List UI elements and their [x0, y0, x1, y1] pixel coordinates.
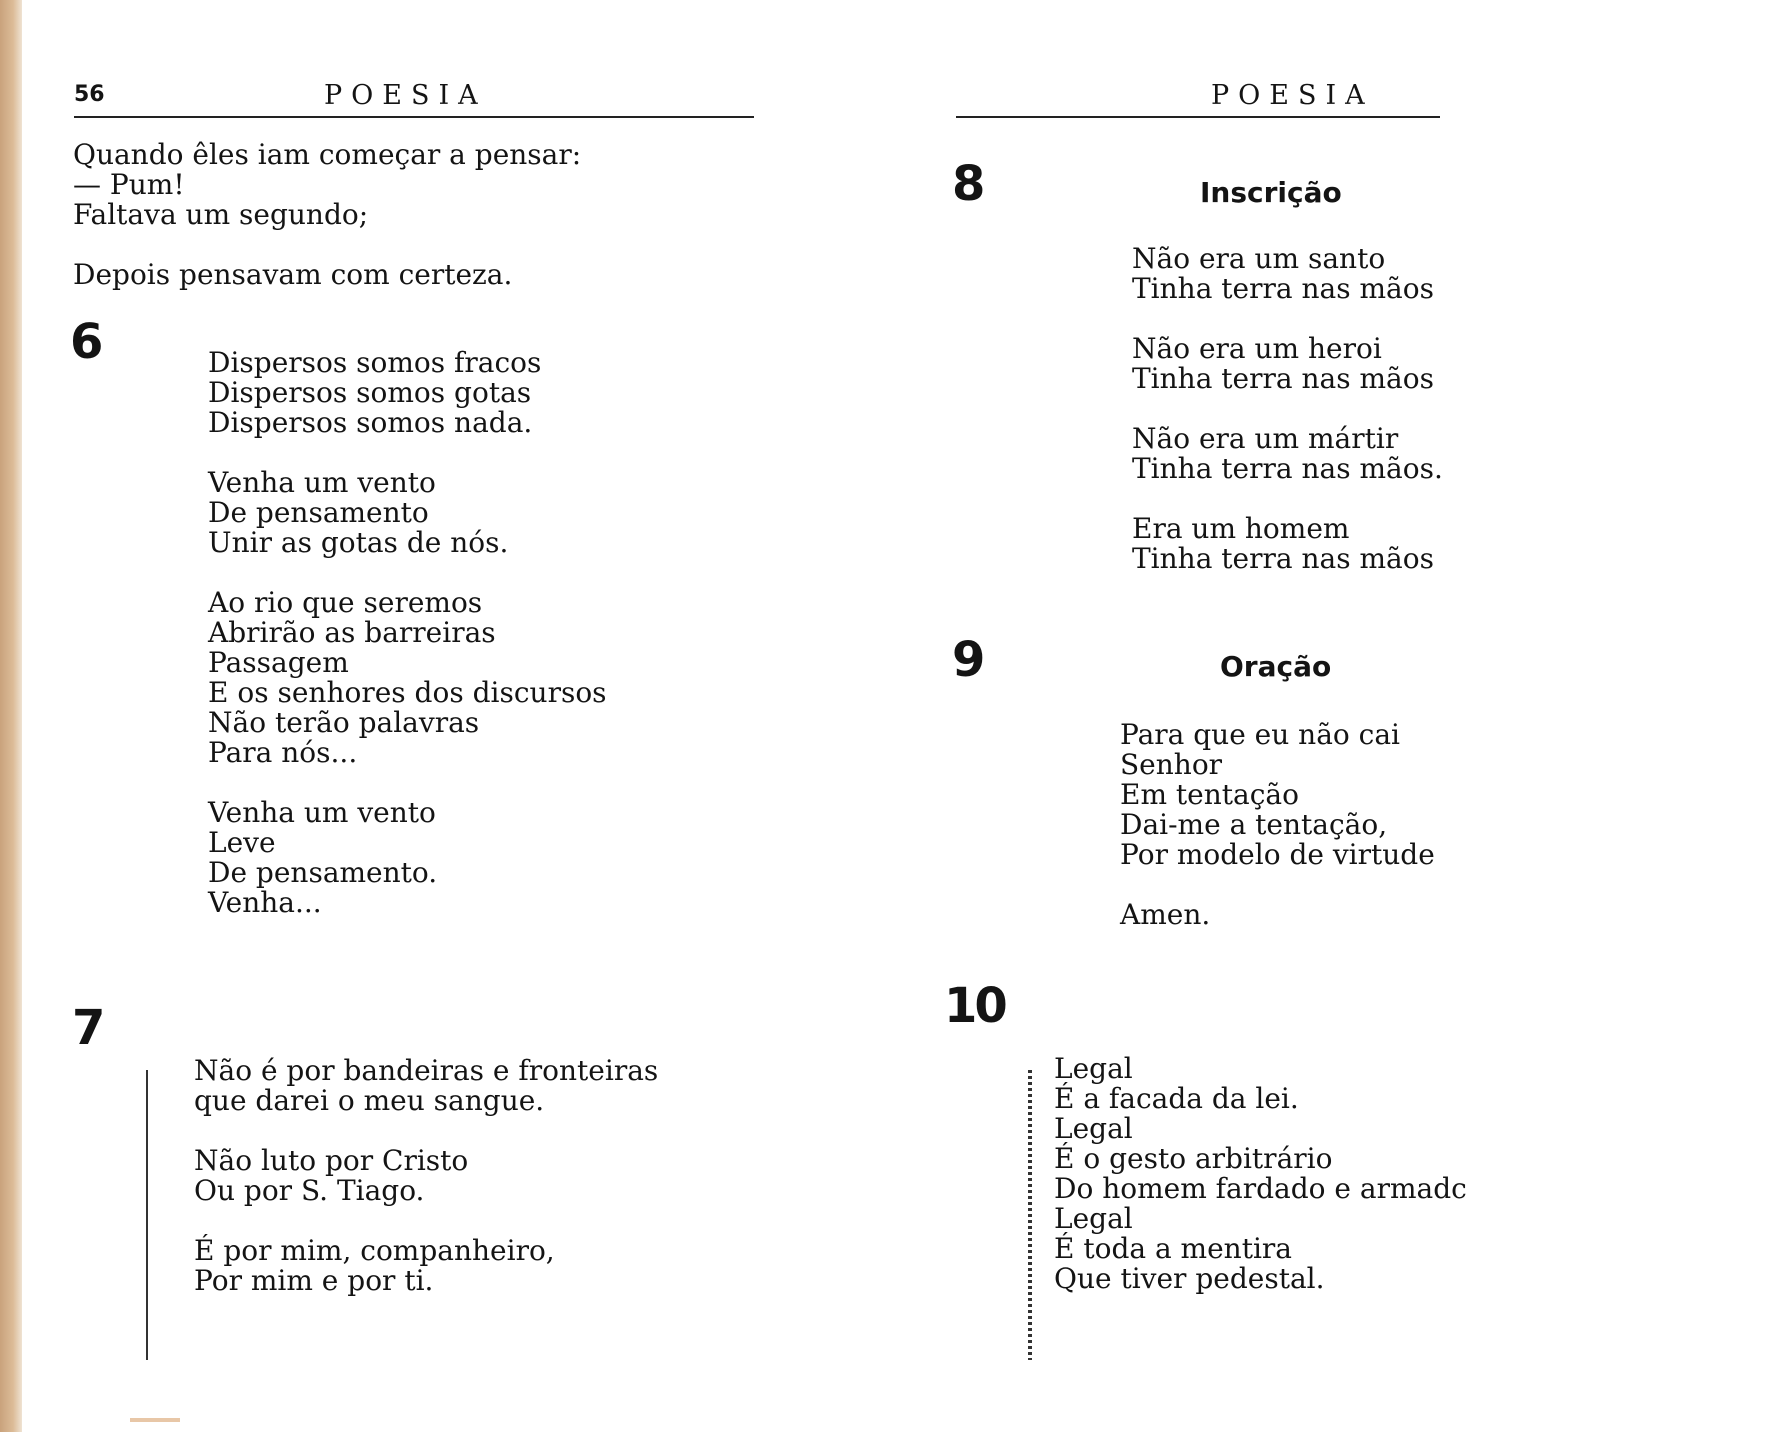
verse-line: Para que eu não cai [1120, 718, 1400, 751]
poem-number: 7 [72, 1000, 103, 1056]
poem-10 [1054, 1054, 1467, 1294]
verse-line: que darei o meu sangue. [194, 1084, 545, 1117]
verse-line: Abrirão as barreiras [208, 616, 496, 649]
verse-line: É o gesto arbitrário [1054, 1142, 1333, 1175]
stanza [194, 1236, 658, 1296]
stanza [73, 260, 581, 290]
stanza [208, 348, 607, 438]
stanza [1132, 424, 1443, 484]
right-page [940, 0, 1467, 1432]
poem-5-ending [73, 140, 581, 290]
verse-line: Não era um mártir [1132, 422, 1399, 455]
verse-line: De pensamento. [208, 856, 438, 889]
verse-line: Venha um vento [208, 796, 436, 829]
verse-line: Por modelo de virtude [1120, 838, 1435, 871]
poem-9 [1120, 720, 1435, 930]
left-page-header [74, 80, 754, 118]
verse-line: Legal [1054, 1052, 1133, 1085]
verse-line: É a facada da lei. [1054, 1082, 1299, 1115]
verse-line: Era um homem [1132, 512, 1350, 545]
stanza [1054, 1054, 1467, 1294]
verse-line: Tinha terra nas mãos [1132, 542, 1434, 575]
verse-line: Em tentação [1120, 778, 1299, 811]
poem-number: 10 [944, 978, 1005, 1034]
verse-line: — Pum! [73, 168, 185, 201]
verse-line: Senhor [1120, 748, 1223, 781]
poem-number: 6 [70, 314, 101, 370]
verse-line: Tinha terra nas mãos [1132, 272, 1434, 305]
verse-line: Dai-me a tentação, [1120, 808, 1388, 841]
verse-line: Faltava um segundo; [73, 198, 369, 231]
verse-line: Depois pensavam com certeza. [73, 258, 513, 291]
stanza [1120, 900, 1435, 930]
poem-title: Inscrição [1200, 176, 1342, 209]
stanza [208, 468, 607, 558]
poem-number: 9 [952, 632, 983, 688]
verse-line: De pensamento [208, 496, 429, 529]
verse-line: Dispersos somos gotas [208, 376, 532, 409]
stanza [194, 1146, 658, 1206]
stanza [1132, 244, 1443, 304]
verse-line: Quando êles iam começar a pensar: [73, 138, 582, 171]
verse-line: Não terão palavras [208, 706, 480, 739]
verse-line: Que tiver pedestal. [1054, 1262, 1325, 1295]
verse-line: Ao rio que seremos [208, 586, 483, 619]
stanza [1120, 720, 1435, 870]
left-page [22, 0, 762, 1432]
stanza [1132, 334, 1443, 394]
stanza [208, 798, 607, 918]
verse-line: Legal [1054, 1202, 1133, 1235]
verse-line: Legal [1054, 1112, 1133, 1145]
poem-8 [1132, 244, 1443, 574]
verse-line: Para nós... [208, 736, 358, 769]
poem-6 [208, 348, 607, 918]
poem-7 [194, 1056, 658, 1296]
stanza [1132, 514, 1443, 574]
verse-line: Leve [208, 826, 276, 859]
verse-line: Por mim e por ti. [194, 1264, 434, 1297]
verse-line: É toda a mentira [1054, 1232, 1292, 1265]
verse-line: Amen. [1120, 898, 1211, 931]
running-title: POESIA [324, 80, 487, 111]
poem-title: Oração [1220, 650, 1332, 683]
margin-bracket-mark [146, 1070, 148, 1360]
verse-line: Não era um heroi [1132, 332, 1382, 365]
verse-line: Venha um vento [208, 466, 436, 499]
stanza [73, 140, 581, 230]
stanza [194, 1056, 658, 1116]
verse-line: Passagem [208, 646, 349, 679]
verse-line: Não é por bandeiras e fronteiras [194, 1054, 659, 1087]
verse-line: É por mim, companheiro, [194, 1234, 555, 1267]
verse-line: Dispersos somos nada. [208, 406, 533, 439]
verse-line: Do homem fardado e armadc [1054, 1172, 1467, 1205]
running-title: POESIA [1211, 80, 1374, 111]
poem-number: 8 [952, 156, 983, 212]
verse-line: Não era um santo [1132, 242, 1386, 275]
book-spine-edge [0, 0, 22, 1432]
verse-line: Dispersos somos fracos [208, 346, 542, 379]
paper-smudge [130, 1418, 180, 1422]
verse-line: Tinha terra nas mãos [1132, 362, 1434, 395]
margin-bracket-mark [1028, 1070, 1032, 1360]
page-number: 56 [74, 82, 105, 107]
verse-line: Ou por S. Tiago. [194, 1174, 425, 1207]
verse-line: Tinha terra nas mãos. [1132, 452, 1443, 485]
verse-line: Não luto por Cristo [194, 1144, 469, 1177]
verse-line: Unir as gotas de nós. [208, 526, 509, 559]
verse-line: Venha... [208, 886, 322, 919]
stanza [208, 588, 607, 768]
verse-line: E os senhores dos discursos [208, 676, 607, 709]
right-page-header [956, 80, 1440, 118]
